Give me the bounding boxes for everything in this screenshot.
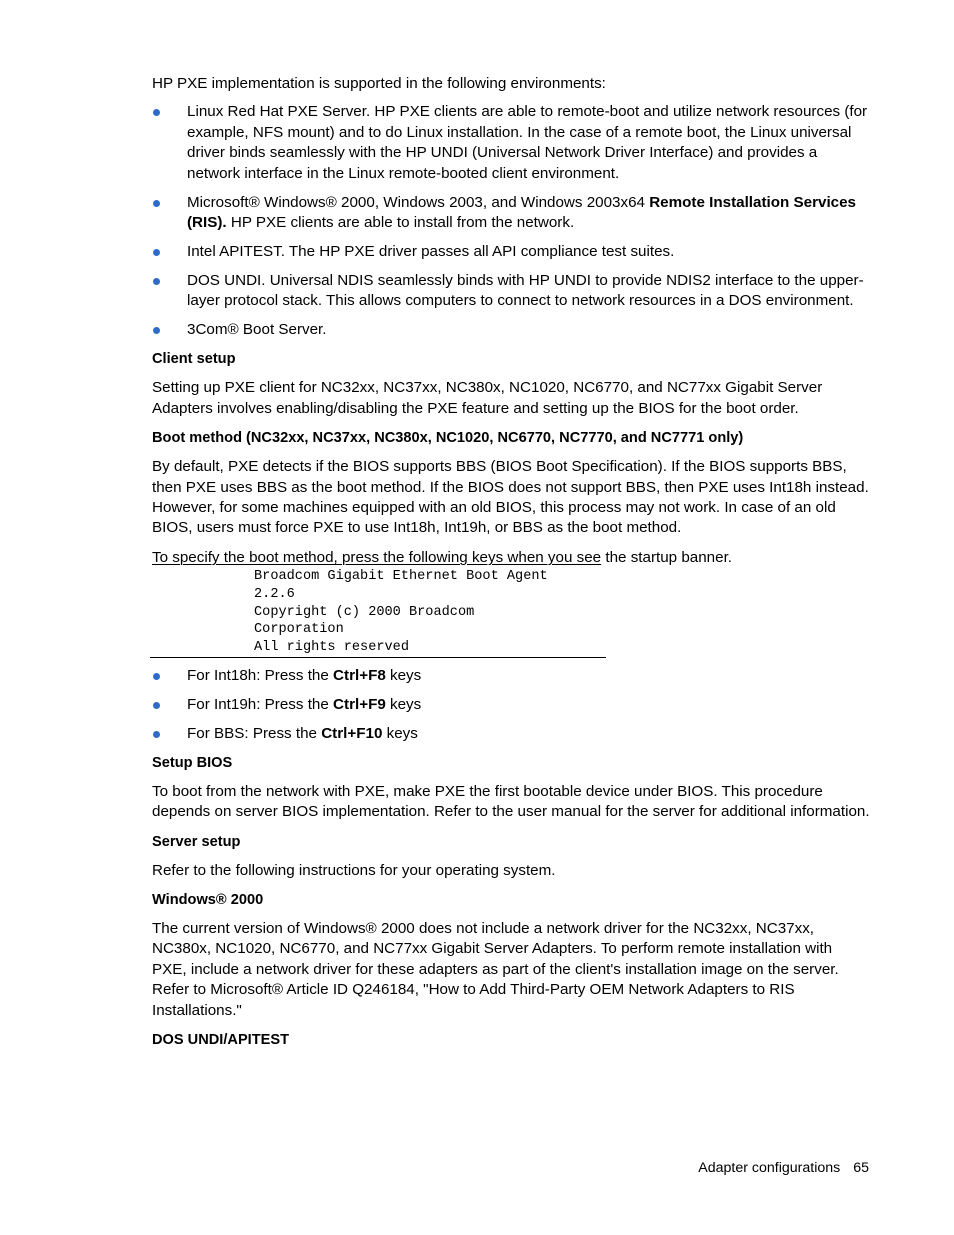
list-item: For BBS: Press the Ctrl+F10 keys [152, 724, 870, 744]
boot-method-paragraph: By default, PXE detects if the BIOS supports BBS (BIOS Boot Specification). If the BIOS supports BBS, then PXE uses BBS as the boot method. If the BIOS does not support BBS, then PXE uses Int18h instead. However, for some machines equipped with an old BIOS, this process may not work. In case of an old BIOS, users must force PXE to use Int18h, Int19h, or BBS as the boot method. [152, 458, 869, 537]
bullet-icon [153, 249, 160, 256]
windows-2000-heading: Windows® 2000 [152, 892, 264, 909]
intro-paragraph: HP PXE implementation is supported in the following environments: [152, 75, 606, 92]
list-item: Intel APITEST. The HP PXE driver passes all API compliance test suites. [152, 242, 870, 262]
bullet-icon [153, 327, 160, 334]
bullet-icon [153, 109, 160, 116]
footer-section-title: Adapter configurations [698, 1160, 841, 1176]
page-number: 65 [853, 1160, 869, 1176]
boot-method-heading: Boot method (NC32xx, NC37xx, NC380x, NC1020, NC6770, NC7770, and NC7771 only) [152, 430, 744, 447]
bullet-icon [153, 200, 160, 207]
list-item: Microsoft® Windows® 2000, Windows 2003, and Windows 2003x64 Remote Installation Services (RIS). HP PXE clients are able to install from the network. [152, 193, 870, 234]
client-setup-paragraph: Setting up PXE client for NC32xx, NC37xx, NC380x, NC1020, NC6770, and NC77xx Gigabit Server Adapters involves enabling/disabling the PXE feature and setting up the BIOS for the boot order. [152, 379, 823, 417]
specify-boot-method-paragraph: To specify the boot method, press the following keys when you see the startup banner. [152, 548, 733, 566]
banner-line: 2.2.6 [254, 586, 295, 602]
environments-list [152, 102, 870, 340]
server-setup-paragraph: Refer to the following instructions for your operating system. [152, 861, 556, 879]
banner-line: All rights reserved [254, 640, 409, 656]
banner-line: Broadcom Gigabit Ethernet Boot Agent [254, 569, 548, 585]
bullet-icon [153, 278, 160, 285]
banner-line: Copyright (c) 2000 Broadcom [254, 604, 475, 620]
startup-banner-code [150, 568, 606, 658]
keys-list [152, 666, 870, 744]
list-item: Linux Red Hat PXE Server. HP PXE clients are able to remote-boot and utilize network resources (for example, NFS mount) and to do Linux installation. In the case of a remote boot, the Linux universal driver binds seamlessly with the HP UNDI (Universal Network Driver Interface) and provides a network interface in the Linux remote-booted client environment. [152, 102, 870, 184]
setup-bios-heading: Setup BIOS [152, 754, 233, 771]
dos-undi-apitest-heading: DOS UNDI/APITEST [152, 1032, 290, 1049]
list-item: 3Com® Boot Server. [152, 320, 870, 340]
setup-bios-paragraph: To boot from the network with PXE, make PXE the first bootable device under BIOS. This procedure depends on server BIOS implementation. Refer to the user manual for the server for additional information. [152, 782, 870, 821]
page-footer [698, 1158, 869, 1178]
bullet-icon [153, 673, 160, 680]
windows-2000-paragraph: The current version of Windows® 2000 does not include a network driver for the NC32xx, NC37xx, NC380x, NC1020, NC6770, and NC77xx Gigabit Server Adapters. To perform remote installation with PXE, include a network driver for these adapters as part of the client's installation image on the server. Refer to Microsoft® Article ID Q246184, "How to Add Third-Party OEM Network Adapters to RIS Installations." [152, 920, 839, 1019]
bullet-icon [153, 702, 160, 709]
banner-line: Corporation [254, 622, 344, 638]
list-item: For Int19h: Press the Ctrl+F9 keys [152, 695, 870, 715]
server-setup-heading: Server setup [152, 833, 241, 850]
list-item: For Int18h: Press the Ctrl+F8 keys [152, 666, 870, 686]
list-item: DOS UNDI. Universal NDIS seamlessly binds with HP UNDI to provide NDIS2 interface to the upper-layer protocol stack. This allows computers to connect to network resources in a DOS environment. [152, 271, 870, 312]
client-setup-heading: Client setup [152, 351, 236, 368]
bullet-icon [153, 731, 160, 738]
document-page [152, 74, 870, 1059]
